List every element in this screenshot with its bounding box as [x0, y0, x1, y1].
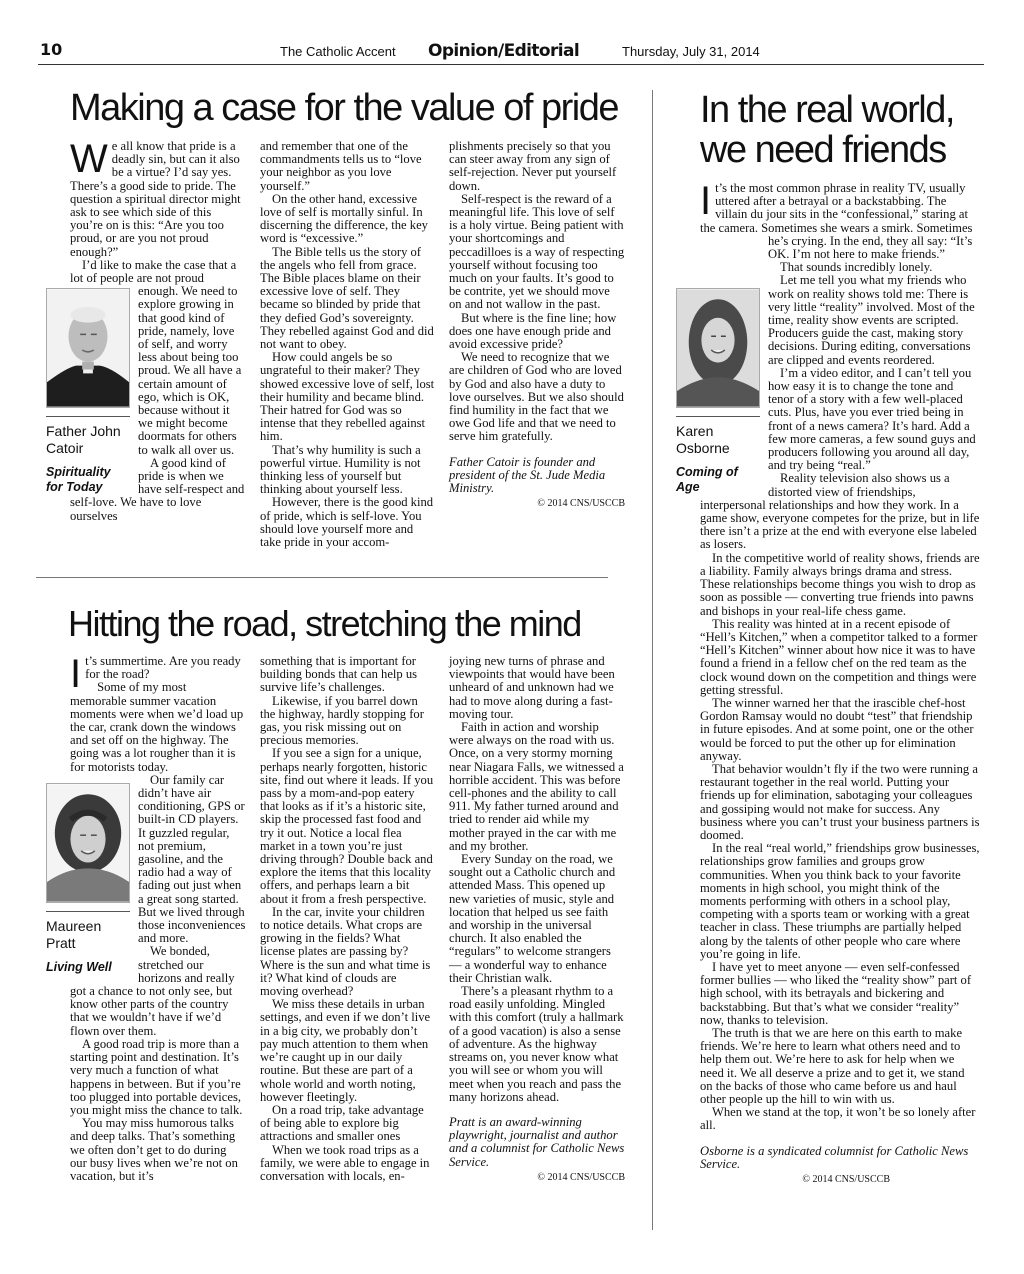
friends-author-credit	[676, 288, 760, 495]
friends-tagline: Osborne is a syndicated columnist for Catholic News Service.	[700, 1143, 969, 1171]
paragraph: A good kind of pride is when we have self-respect and self-love. We have to love ourselves	[70, 455, 245, 523]
paragraph: Faith in action and worship were always on the road with us. Once, on a very stormy morning near Niagara Falls, we witnessed a horrible accident. This was before cell-phones and the ability to call 911. My father turned around and tried to render aid while my mother prayed in the car with me and my brother.	[449, 720, 624, 853]
paragraph: That’s why humility is such a powerful virtue. Humility is not thinking less of yourself but thinking about yourself less.	[260, 442, 421, 497]
paragraph: The winner warned her that the irascible chef-host Gordon Ramsay would no doubt “test” that friendship in future episodes. And at some point, one or the other would be forced to put the other up for elimination anyway.	[700, 695, 974, 763]
paragraph: Reality television also shows us a distorted view of friendships, interpersonal relationships and how they work. In a game show, everyone competes for the prize, but in life there isn’t a prize at the end with everyone else labeled as losers.	[700, 471, 980, 552]
friends-column-name: Coming of Age	[676, 465, 738, 494]
paragraph: When we took road trips as a family, we were able to engage in conversation with locals, en-	[260, 1142, 430, 1183]
pride-col-3	[449, 140, 625, 510]
author-photo-pratt	[46, 783, 130, 903]
paragraph: A good road trip is more than a starting point and destination. It’s very much a function of what happens in between. But if you’re too plugged into portable devices, you might miss the chance to talk.	[70, 1036, 243, 1117]
paragraph: and remember that one of the commandments tells us to “love your neighbor as you love yourself.”	[260, 139, 422, 193]
paragraph: Every Sunday on the road, we sought out a Catholic church and attended Mass. This opened up new varieties of music, style and location that helped us see faith and worship in the universal church. It also enabled the “regulars” to welcome strangers — a wonderful way to enhance their Christian walk.	[449, 852, 616, 985]
road-copyright: © 2014 CNS/USCCB	[537, 1171, 625, 1183]
paragraph: There’s a pleasant rhythm to a road easily unfolding. Mingled with this comfort (truly a hallmark of a good vacation) is also a sense of adventure. As the highway streams on, you never know what you will see or whom you will meet when you reach and pass the many horizons ahead.	[449, 984, 624, 1104]
paragraph: I have yet to meet anyone — even self-confessed former bullies — who liked the “reality show” part of high school, with its betrayals and bickering and backstabbing. But that’s what we consider “reality” now, thanks to television.	[700, 959, 972, 1027]
pride-tagline: Father Catoir is founder and president of the St. Jude Media Ministry.	[449, 454, 606, 496]
page-number: 10	[40, 40, 63, 59]
pride-col-1	[46, 137, 246, 523]
paragraph: Self-respect is the reward of a meaningful life. This love of self is a holy virtue. Being patient with your shortcomings and peccadilloes is a way of respecting yourself without focusing too much on your faults. It’s good to be contrite, yet we should move on and not wallow in the past.	[449, 191, 625, 312]
paragraph: t’s summertime. Are you ready for the road?	[85, 654, 241, 682]
paragraph: That sounds incredibly lonely.	[780, 260, 933, 275]
section-name: Opinion/Editorial	[428, 41, 580, 61]
pride-col-2	[260, 140, 436, 549]
paragraph: e all know that pride is a deadly sin, but can it also be a virtue? I’d say yes. There’s a good side to pride. The question a spiritual director might ask to see which side of this you’re on is this: “Are you too proud, or are you not proud enough?”	[70, 139, 241, 259]
road-author-name: Maureen Pratt	[46, 918, 102, 951]
paragraph: We bonded, stretched our horizons and really got a chance to not only see, but know other parts of the country that we wouldn’t have if we’d flown over them.	[70, 944, 235, 1038]
author-photo-osborne	[676, 288, 760, 408]
paragraph: In the competitive world of reality shows, friends are a liability. Family always brings drama and stress. These relationships become things you wish to drop as soon as possible — converting true friends into pawns and bishops in your real-life chess game.	[700, 550, 980, 618]
paragraph: This reality was hinted at in a recent episode of “Hell’s Kitchen,” when a competitor talked to a former “Hell’s Kitchen” winner about how nice it was to have found a friend in a fellow chef on the red team as the clock wound down on the competition and things were getting stressful.	[700, 616, 978, 697]
pride-author-credit	[46, 288, 130, 495]
paragraph: If you see a sign for a unique, perhaps nearly forgotten, historic site, find out where it leads. If you pass by a mom-and-pop eatery that looks as if it’s a historic site, skip the processed fast food and try it out. Notice a local flea market in a town you’re just driving through? Double back and explore the items that this locality offers, and perhaps learn a bit about it from a fresh perspective.	[260, 746, 434, 906]
road-column-name: Living Well	[46, 960, 112, 974]
friends-copyright: © 2014 CNS/USCCB	[802, 1174, 890, 1186]
paragraph: I’m a video editor, and I can’t tell you how easy it is to change the tone and tenor of a story with a few well-placed cuts. Plus, have you ever tried being in front of a news camera? It’s hard. Add a few more cameras, a few sound guys and producers following you around all day, and try being “real.”	[768, 365, 976, 473]
paragraph: Our family car didn’t have air conditioning, GPS or built-in CD players. It guzzled regular, not premium, gasoline, and the radio had a way of fading out just when a great song started. But we lived through those inconveniences and more.	[138, 772, 246, 946]
pride-dropcap: W	[70, 137, 108, 181]
paragraph: In the car, invite your children to notice details. What crops are growing in the fields? What license plates are passing by? Where is the sun and what time is it? What kind of clouds are moving overhead?	[260, 904, 431, 999]
pride-headline: Making a case for the value of pride	[70, 87, 619, 129]
friends-col	[676, 179, 980, 1186]
paragraph: t’s the most common phrase in reality TV, usually uttered after a betrayal or a backstabbing. The villain du jour sits in the “confessional,” staring at the camera. Sometimes she wears a smirk. Sometimes he’s crying. In the end, they all say: “It’s OK. I’m not here to make friends.”	[700, 181, 973, 262]
paragraph: But where is the fine line; how does one have enough pride and avoid excessive pride?	[449, 310, 617, 352]
road-col-2	[260, 655, 436, 1183]
pride-copyright: © 2014 CNS/USCCB	[537, 498, 625, 510]
road-dropcap: I	[70, 652, 82, 696]
paragraph: joying new turns of phrase and viewpoints that would have been unheard of and unknown had we had to move along during a fast-moving tour.	[449, 654, 615, 721]
road-author-credit	[46, 783, 130, 975]
issue-date: Thursday, July 31, 2014	[622, 44, 760, 59]
friends-headline: In the real world, we need friends	[700, 89, 954, 171]
paragraph: We miss these details in urban settings, and even if we don’t live in a big city, we probably don’t pay much attention to them when we’re caught up in our daily routine. But these are part of a whole world and worth noting, however fleetingly.	[260, 997, 431, 1104]
paragraph: The truth is that we are here on this earth to make friends. We’re here to learn what others need and to help them out. We’re here to ask for help when we need it. We all deserve a prize and to get it, we stand on the backs of those who came before us and haul other people up the hill to win with us.	[700, 1026, 965, 1107]
paragraph: I’d like to make the case that a lot of people are not proud enough. We need to explore growing in that good kind of pride, namely, love of self, and worry less about being too proud. We all have a certain amount of ego, which is OK, because without it we might become doormats for others to walk all over us.	[70, 257, 242, 457]
paragraph: The Bible tells us the story of the angels who fell from grace. The Bible places blame on their excessive love of self. They became so blinded by pride that they defied God’s sovereignty. They rebelled against God and did not want to obey.	[260, 244, 434, 352]
paragraph: Likewise, if you barrel down the highway, hardly stopping for gas, you risk missing out on precious memories.	[260, 693, 424, 748]
paragraph: In the real “real world,” friendships grow businesses, relationships grow families and groups grow communities. When you think back to your favorite moments in high school, you might think of the moments performing with others in a school play, competing with a sports team or working with a great teacher in class. These triumphs are partially helped along by the talents of other people who care where you’re going in life.	[700, 841, 980, 961]
paragraph: However, there is the good kind of pride, which is self-love. You should love yourself more and take pride in your accom-	[260, 495, 434, 550]
paragraph: We need to recognize that we are children of God who are loved by God and also have a duty to love ourselves. But we also should find humility in the fact that we owe God life and that we need to serve him gratefully.	[449, 350, 624, 444]
header-rule	[38, 64, 984, 65]
paragraph: Let me tell you what my friends who work on reality shows told me: There is very little “reality” involved. Most of the time, reality show events are scripted. Producers guide the cast, making story decisions. During editing, conversations are clipped and events reordered.	[768, 273, 975, 367]
paragraph: something that is important for building bonds that can help us survive life’s challenges.	[260, 654, 418, 695]
paragraph: You may miss humorous talks and deep talks. That’s something we often don’t get to do during our busy lives when we’re not on vacation, but it’s	[70, 1116, 238, 1183]
pride-column-name: Spirituality for Today	[46, 465, 111, 494]
friends-dropcap: I	[700, 179, 712, 223]
road-tagline: Pratt is an award-winning playwright, journalist and author and a columnist for Catholic News Service.	[449, 1114, 625, 1169]
column-divider	[652, 90, 653, 1230]
paper-name: The Catholic Accent	[280, 44, 396, 59]
pride-author-name: Father John Catoir	[46, 423, 121, 456]
author-photo-catoir	[46, 288, 130, 408]
paragraph: When we stand at the top, it won’t be so lonely after all.	[700, 1105, 976, 1133]
article-divider	[36, 577, 608, 578]
friends-author-name: Karen Osborne	[676, 423, 730, 456]
paragraph: On the other hand, excessive love of self is mortally sinful. In discerning the difference, the key word is “excessive.”	[260, 191, 428, 246]
paragraph: How could angels be so ungrateful to their maker? They showed excessive love of self, lost their humility and became blind. Their hatred for God was so intense that they rebelled against him.	[260, 350, 435, 444]
paragraph: That behavior wouldn’t fly if the two were running a restaurant together in the real world. Putting your friends up for elimination, sabotaging your colleagues and gossiping would not make for success. Any business where you can’t trust your business partners is doomed.	[700, 761, 980, 842]
paragraph: On a road trip, take advantage of being able to explore big attractions and smaller ones	[260, 1102, 424, 1144]
road-col-3	[449, 655, 625, 1184]
road-headline: Hitting the road, stretching the mind	[68, 603, 581, 644]
road-col-1	[46, 652, 246, 1183]
paragraph: Some of my most memorable summer vacation moments were when we’d load up the car, crank down the windows and set off on the highway. The going was a lot rougher than it is for motorists today.	[70, 680, 244, 774]
paragraph: plishments precisely so that you can steer away from any sign of self-rejection. Never put yourself down.	[449, 139, 617, 193]
